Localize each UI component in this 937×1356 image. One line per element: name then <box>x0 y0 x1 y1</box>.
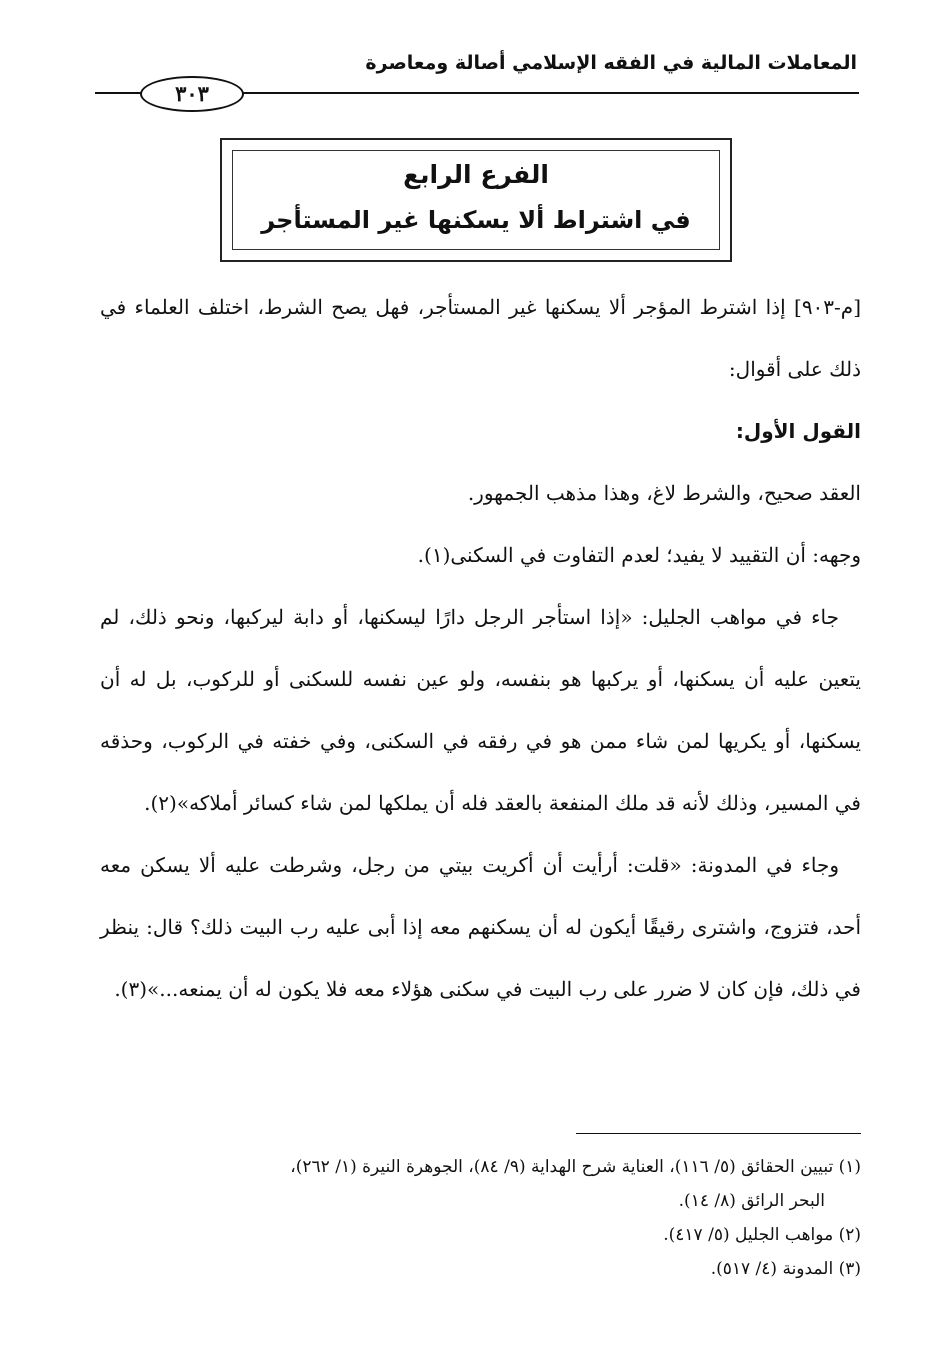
footnote-separator <box>576 1133 861 1134</box>
first-opinion-heading: القول الأول: <box>735 419 861 443</box>
footnote-2: (٢) مواهب الجليل (٥/ ٤١٧). <box>663 1225 861 1245</box>
footnotes <box>92 1150 861 1286</box>
paragraph-reason: وجهه: أن التقييد لا يفيد؛ لعدم التفاوت في السكنى(١). <box>417 543 861 567</box>
footnote-3: (٣) المدونة (٤/ ٥١٧). <box>710 1259 861 1279</box>
section-subtitle: في اشتراط ألا يسكنها غير المستأجر <box>261 206 691 234</box>
body-text <box>100 276 861 1020</box>
footnote-1: (١) تبيين الحقائق (٥/ ١١٦)، العناية شرح الهداية (٩/ ٨٤)، الجوهرة النيرة (١/ ٢٦٢)، <box>290 1157 861 1177</box>
paragraph-quote-mudawwana: وجاء في المدونة: «قلت: أرأيت أن أكريت بيتي من رجل، وشرطت عليه ألا يسكن معه أحد، فتزوج، واشترى رقيقًا أيكون له أن يسكنهم معه إذا أبى عليه رب البيت ذلك؟ قال: ينظر في ذلك، فإن كان لا ضرر على رب البيت في سكنى هؤلاء معه فلا يكون له أن يمنعه...»(٣). <box>100 853 861 1001</box>
paragraph-ruling: العقد صحيح، والشرط لاغ، وهذا مذهب الجمهور. <box>467 481 861 505</box>
section-title: الفرع الرابع <box>403 160 549 189</box>
section-title-box <box>220 138 732 262</box>
running-header: المعاملات المالية في الفقه الإسلامي أصالة ومعاصرة <box>365 52 857 74</box>
paragraph-quote-mawahib: جاء في مواهب الجليل: «إذا استأجر الرجل دارًا ليسكنها، أو دابة ليركبها، ونحو ذلك، لم يتعين عليه أن يسكنها، أو يركبها هو بنفسه، ولو عين نفسه للسكنى أو للركوب، بل له أن يسكنها، أو يكريها لمن شاء ممن هو في رفقه في السكنى، وفي خفته في الركوب، وحذقه في المسير، وذلك لأنه قد ملك المنفعة بالعقد فله أن يملكها لمن شاء كسائر أملاكه»(٢). <box>100 605 861 815</box>
paragraph-intro: [م-٩٠٣] إذا اشترط المؤجر ألا يسكنها غير المستأجر، فهل يصح الشرط، اختلف العلماء في ذلك على أقوال: <box>100 295 861 381</box>
page-number: ٣٠٣ <box>140 76 244 112</box>
footnote-1-continued: البحر الرائق (٨/ ١٤). <box>678 1191 825 1211</box>
